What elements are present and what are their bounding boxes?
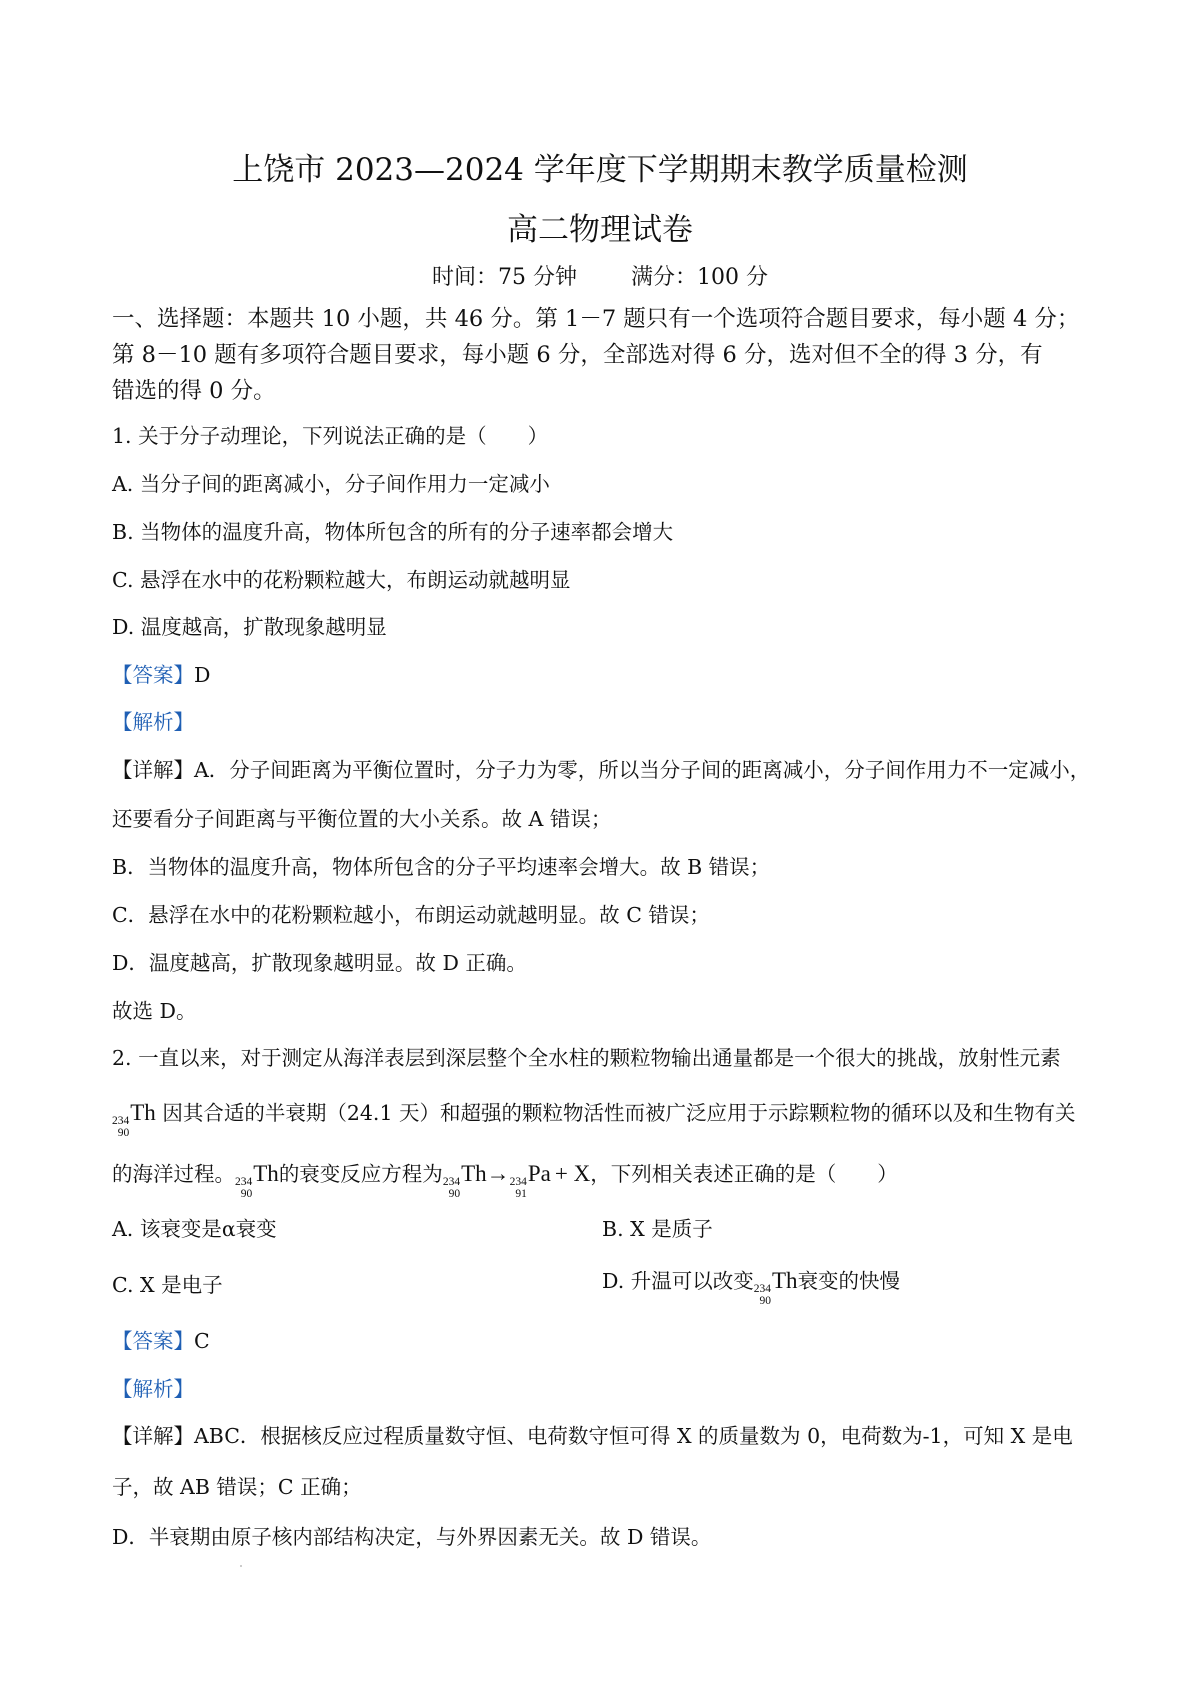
analysis-tag: 【解析】 — [112, 1377, 194, 1401]
decay-equation-product: 234 91 Pa — [509, 1161, 551, 1200]
analysis-tag: 【解析】 — [112, 710, 194, 734]
section-instructions-line1: 一、选择题：本题共 10 小题，共 46 分。第 1－7 题只有一个选项符合题目要求，每小题 4 分； — [112, 306, 1080, 332]
exam-meta — [0, 263, 1200, 293]
detail-tag: 【详解】 — [112, 1424, 194, 1448]
q1-detail-line: B．当物体的温度升高，物体所包含的分子平均速率会增大。故 B 错误； — [112, 855, 771, 879]
q1-option-a: A. 当分子间的距离减小，分子间作用力一定减小 — [112, 472, 550, 496]
thorium-nuclide: 234 90 Th — [235, 1161, 279, 1200]
q2-detail-line — [112, 1423, 1073, 1449]
decay-equation-reactant: 234 90 Th — [442, 1161, 487, 1200]
reaction-arrow: → — [486, 1161, 510, 1186]
scan-speck — [240, 1565, 242, 1567]
section-instructions-line3: 错选的得 0 分。 — [112, 378, 276, 404]
q2-analysis-heading — [112, 1376, 194, 1402]
score-label: 满分：100 分 — [631, 265, 768, 290]
q1-detail-line — [112, 757, 1090, 783]
q2-option-d: D. 升温可以改变 234 90 Th衰变的快慢 — [602, 1268, 901, 1307]
thorium-nuclide: 234 90 Th — [753, 1268, 798, 1307]
q2-detail-line: 子，故 AB 错误；C 正确； — [112, 1475, 362, 1499]
exam-subtitle: 高二物理试卷 — [507, 212, 693, 248]
q2-option-b: B. X 是质子 — [602, 1217, 713, 1241]
detail-text: A．分子间距离为平衡位置时，分子力为零，所以当分子间的距离减小，分子间作用力不一定减小， — [194, 758, 1091, 782]
q1-detail-line: D．温度越高，扩散现象越明显。故 D 正确。 — [112, 951, 527, 975]
q1-detail-line: C．悬浮在水中的花粉颗粒越小，布朗运动就越明显。故 C 错误； — [112, 903, 710, 927]
q2-stem-text: 因其合适的半衰期（24.1 天）和超强的颗粒物活性而被广泛应用于示踪颗粒物的循环以及和生物有关 — [162, 1101, 1076, 1125]
q1-stem: 1. 关于分子动理论，下列说法正确的是（ ） — [112, 424, 549, 448]
time-label: 时间：75 分钟 — [432, 265, 577, 290]
q1-option-c: C. 悬浮在水中的花粉颗粒越大，布朗运动就越明显 — [112, 568, 571, 592]
exam-title: 上饶市 2023—2024 学年度下学期期末教学质量检测 — [232, 152, 968, 188]
q1-analysis-heading — [112, 709, 194, 735]
section-instructions-line2: 第 8－10 题有多项符合题目要求，每小题 6 分，全部选对得 6 分，选对但不全的得 3 分，有 — [112, 342, 1043, 368]
q2-option-a: A. 该衰变是α衰变 — [112, 1217, 277, 1241]
answer-tag: 【答案】 — [112, 1329, 194, 1353]
answer-value: C — [194, 1329, 210, 1353]
q2-answer — [112, 1328, 210, 1354]
q2-detail-line: D．半衰期由原子核内部结构决定，与外界因素无关。故 D 错误。 — [112, 1525, 712, 1549]
thorium-nuclide: 234 90 Th — [112, 1100, 156, 1139]
q1-answer — [112, 662, 210, 688]
answer-value: D — [194, 663, 211, 687]
q1-option-b: B. 当物体的温度升高，物体所包含的所有的分子速率都会增大 — [112, 520, 674, 544]
q2-stem-line3: 的海洋过程。 234 90 Th的衰变反应方程为 234 90 Th→ 234 91 Pa + X，下列相关表述正确的是（ ） — [112, 1161, 898, 1200]
answer-tag: 【答案】 — [112, 663, 194, 687]
q2-stem-line2 — [112, 1100, 1076, 1139]
detail-text: ABC．根据核反应过程质量数守恒、电荷数守恒可得 X 的质量数为 0，电荷数为-1，可知 X 是电 — [194, 1424, 1073, 1448]
q1-option-d: D. 温度越高，扩散现象越明显 — [112, 615, 387, 639]
plus-x: + X — [554, 1161, 591, 1186]
q1-conclusion: 故选 D。 — [112, 999, 197, 1023]
detail-tag: 【详解】 — [112, 758, 194, 782]
q1-detail-line: 还要看分子间距离与平衡位置的大小关系。故 A 错误； — [112, 807, 612, 831]
q2-option-c: C. X 是电子 — [112, 1273, 223, 1297]
q2-stem-line1: 2. 一直以来，对于测定从海洋表层到深层整个全水柱的颗粒物输出通量都是一个很大的挑战，放射性元素 — [112, 1046, 1061, 1070]
